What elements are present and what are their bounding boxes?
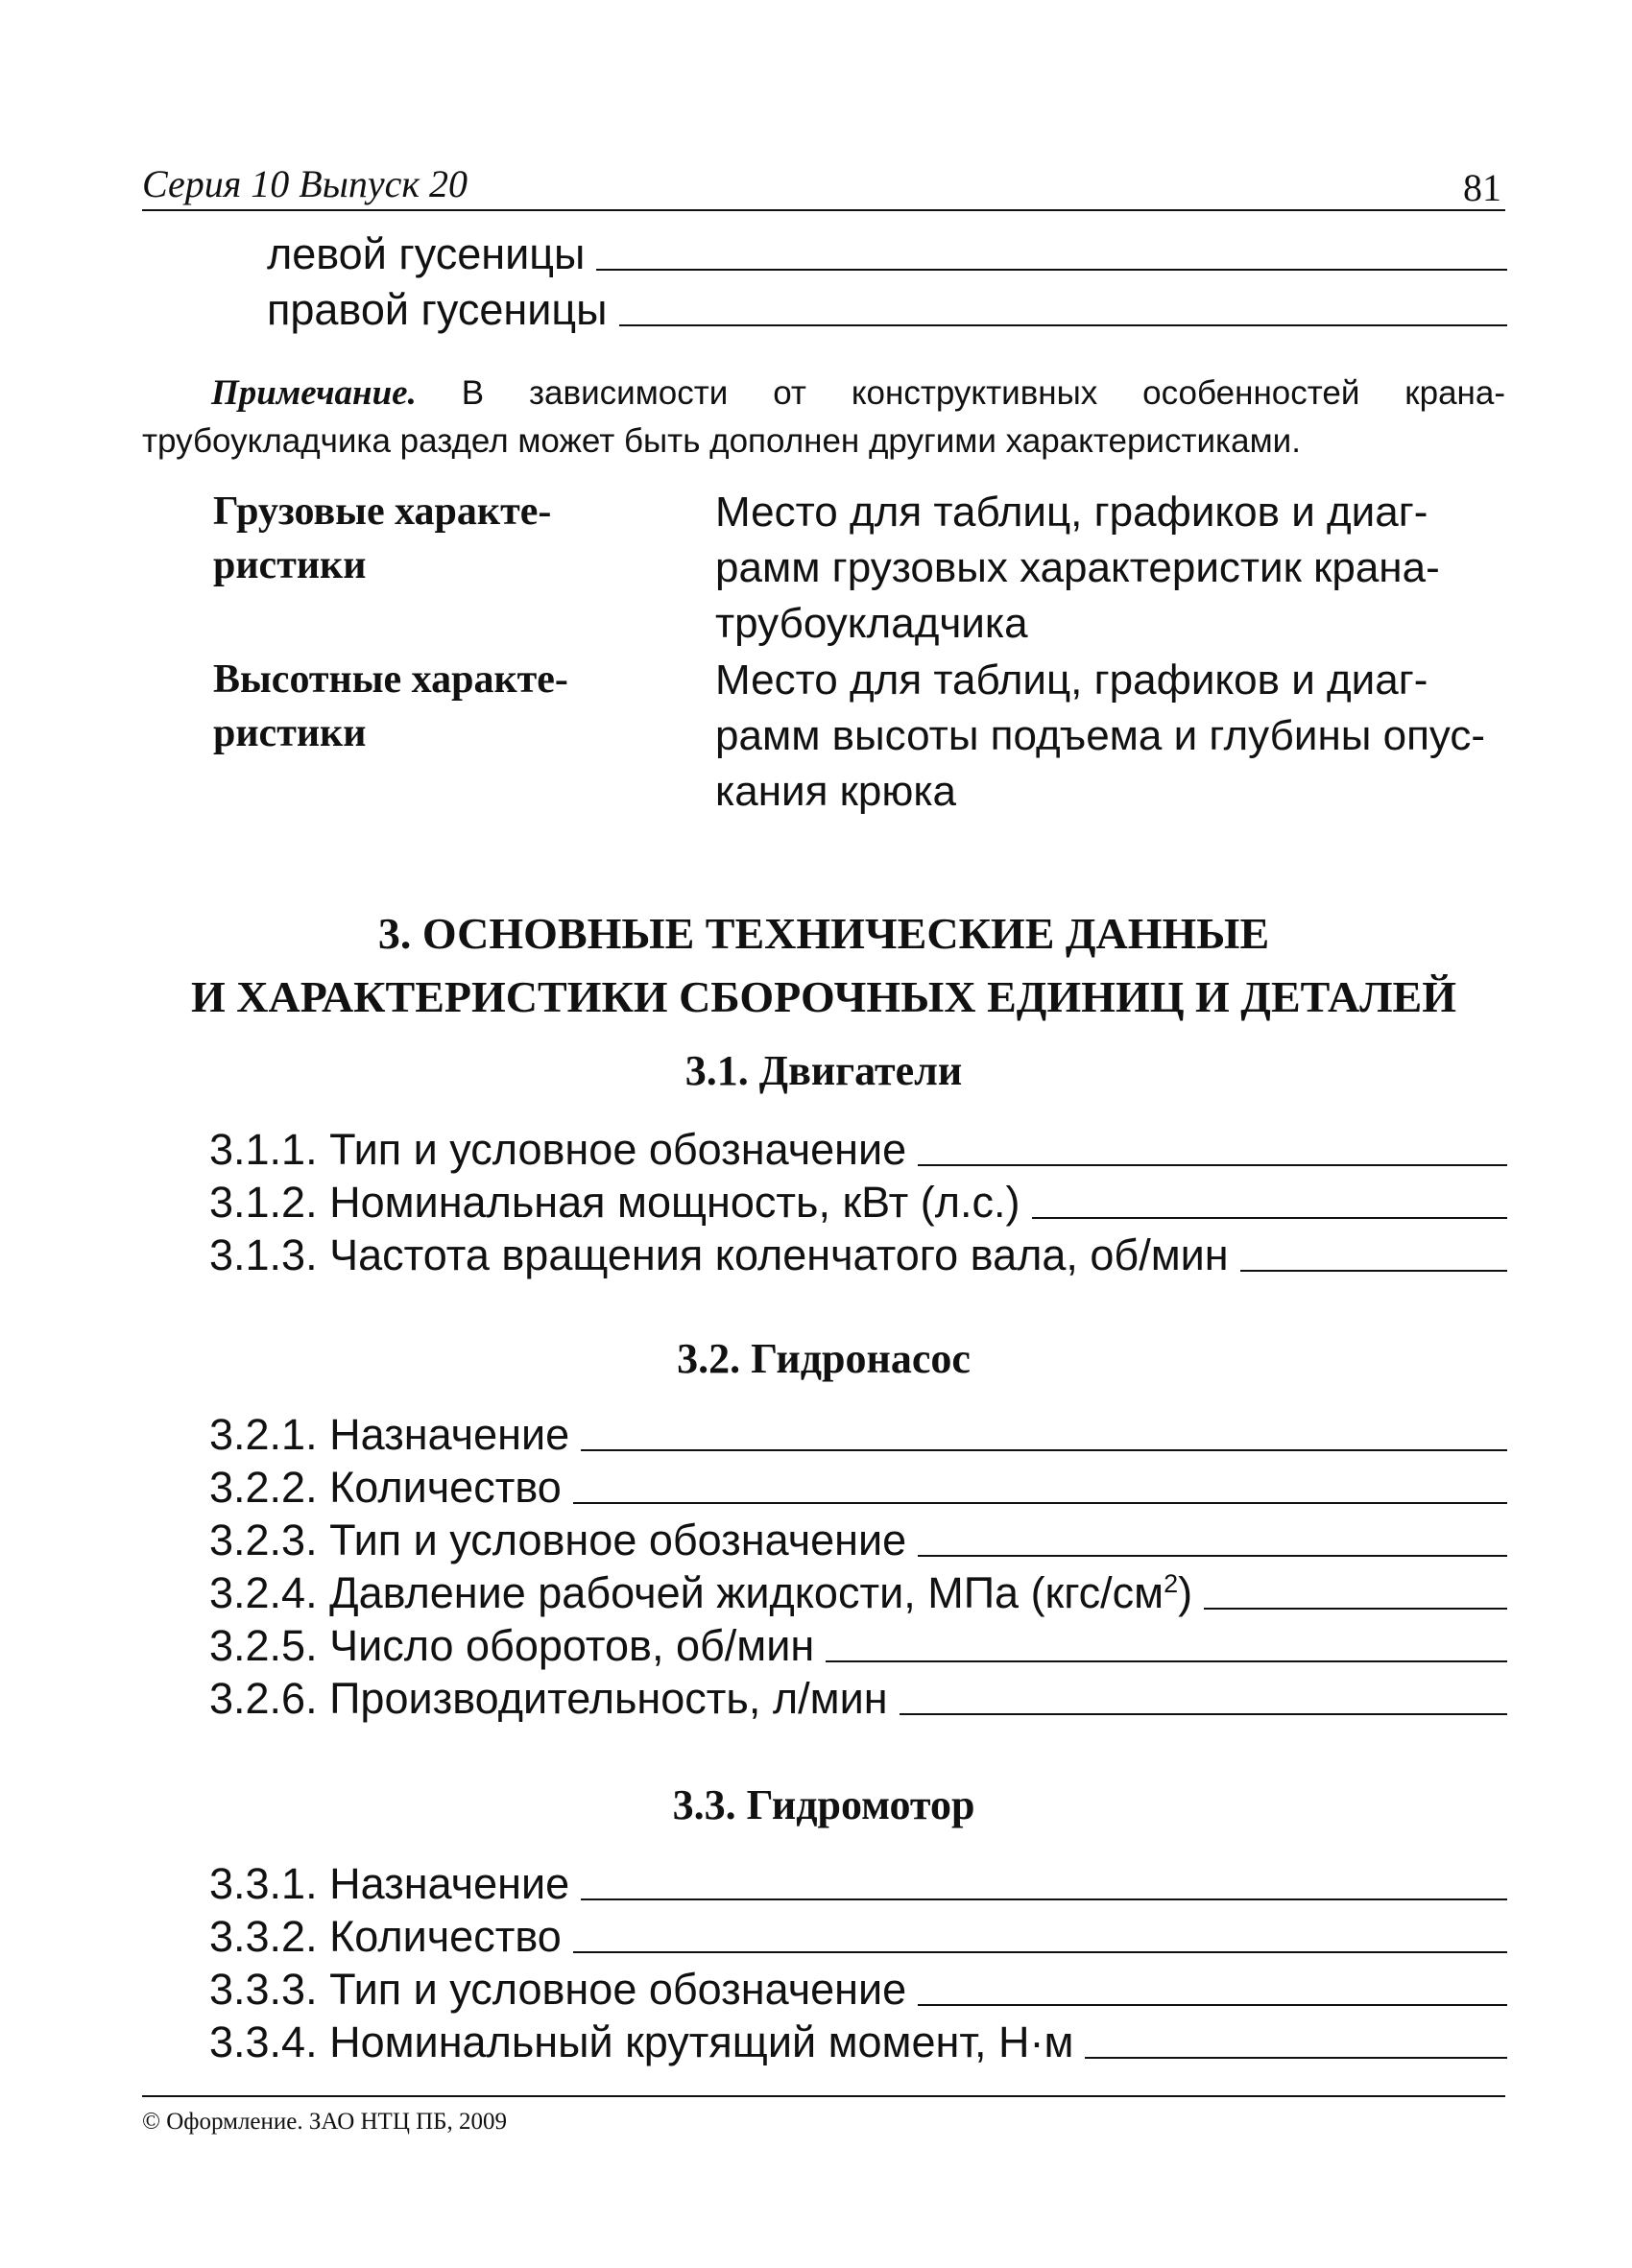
field-label: 3.1.3. Частота вращения коленчатого вала, об/мин (209, 1230, 1229, 1279)
blank-line[interactable] (573, 1502, 1507, 1504)
field-label: 3.2.6. Производительность, л/мин (209, 1674, 888, 1723)
field-label: 3.2.5. Число оборотов, об/мин (209, 1621, 815, 1670)
blank-line[interactable] (900, 1713, 1507, 1715)
blank-line[interactable] (1204, 1608, 1507, 1610)
section-heading-line-2: И ХАРАКТЕРИСТИКИ СБОРОЧНЫХ ЕДИНИЦ И ДЕТАЛЕЙ (191, 972, 1456, 1021)
field-label: левой гусеницы (267, 229, 586, 278)
field-label: 3.1.1. Тип и условное обозначение (209, 1125, 907, 1174)
blank-line[interactable] (619, 324, 1507, 326)
fill-line-pump-rpm (209, 1622, 1507, 1670)
field-label: 3.1.2. Номинальная мощность, кВт (л.с.) (209, 1178, 1020, 1227)
subsection-heading-hydraulic-pump: 3.2. Гидронасос (677, 1335, 971, 1382)
field-label (209, 1569, 1204, 1617)
fill-line-motor-purpose (209, 1860, 1507, 1908)
section-heading-line-1: 3. ОСНОВНЫЕ ТЕХНИЧЕСКИЕ ДАННЫЕ (377, 909, 1270, 958)
running-header (142, 159, 1505, 211)
section-heading (142, 902, 1505, 1029)
fill-line-pump-pressure (209, 1569, 1507, 1617)
spec-label-load: Грузовые характе-ристики (213, 489, 552, 587)
series-title: Серия 10 Выпуск 20 (142, 162, 468, 205)
blank-line[interactable] (918, 1164, 1507, 1166)
fill-line-engine-type (209, 1126, 1507, 1174)
field-label: 3.3.4. Номинальный крутящий момент, Н·м (209, 2017, 1074, 2066)
blank-line[interactable] (1032, 1217, 1508, 1219)
note-label: Примечание. (211, 373, 417, 413)
note-paragraph (142, 370, 1505, 466)
fill-line-right-track (267, 286, 1507, 334)
blank-line[interactable] (1085, 2057, 1507, 2059)
blank-line[interactable] (1240, 1270, 1507, 1272)
footer-divider (142, 2095, 1505, 2097)
fill-line-left-track (267, 230, 1507, 278)
pressure-label-text: 3.2.4. Давление рабочей жидкости, МПа (кгс/см (209, 1568, 1164, 1617)
blank-line[interactable] (918, 1555, 1507, 1557)
spec-description-height: Место для таблиц, графиков и диаг-рамм высоты подъема и глубины опус-кания крюка (715, 657, 1486, 815)
fill-line-pump-capacity (209, 1675, 1507, 1723)
blank-line[interactable] (581, 1898, 1507, 1900)
field-label: 3.2.3. Тип и условное обозначение (209, 1516, 907, 1564)
note-text: В зависимости от конструктивных особенностей крана-трубоукладчика раздел может быть дополнен другими характеристиками. (142, 374, 1505, 460)
spec-label-height: Высотные характе-ристики (213, 657, 568, 755)
fill-line-motor-quantity (209, 1913, 1507, 1961)
blank-line[interactable] (826, 1660, 1507, 1662)
subsection-heading-engines: 3.1. Двигатели (684, 1047, 963, 1094)
fill-line-pump-type (209, 1516, 1507, 1564)
fill-line-motor-torque (209, 2018, 1507, 2066)
unit-close: ) (1178, 1568, 1193, 1617)
page-number: 81 (1463, 166, 1501, 209)
blank-line[interactable] (918, 2004, 1507, 2006)
blank-line[interactable] (596, 269, 1507, 271)
fill-line-pump-quantity (209, 1464, 1507, 1512)
blank-line[interactable] (581, 1449, 1507, 1451)
fill-line-motor-type (209, 1966, 1507, 2014)
field-label: 3.2.2. Количество (209, 1463, 562, 1512)
subsection-heading-hydraulic-motor: 3.3. Гидромотор (672, 1781, 975, 1828)
spec-description-load: Место для таблиц, графиков и диаг-рамм грузовых характеристик крана-трубоукладчика (715, 489, 1440, 647)
fill-line-engine-rpm (209, 1231, 1507, 1279)
blank-line[interactable] (573, 1951, 1507, 1953)
unit-exponent: 2 (1164, 1569, 1179, 1598)
field-label: 3.2.1. Назначение (209, 1410, 570, 1459)
fill-line-pump-purpose (209, 1411, 1507, 1459)
field-label: 3.3.2. Количество (209, 1912, 562, 1961)
field-label: правой гусеницы (267, 285, 608, 334)
fill-line-engine-power (209, 1179, 1507, 1227)
field-label: 3.3.3. Тип и условное обозначение (209, 1965, 907, 2014)
field-label: 3.3.1. Назначение (209, 1859, 570, 1908)
copyright-notice: © Оформление. ЗАО НТЦ ПБ, 2009 (142, 2109, 508, 2135)
